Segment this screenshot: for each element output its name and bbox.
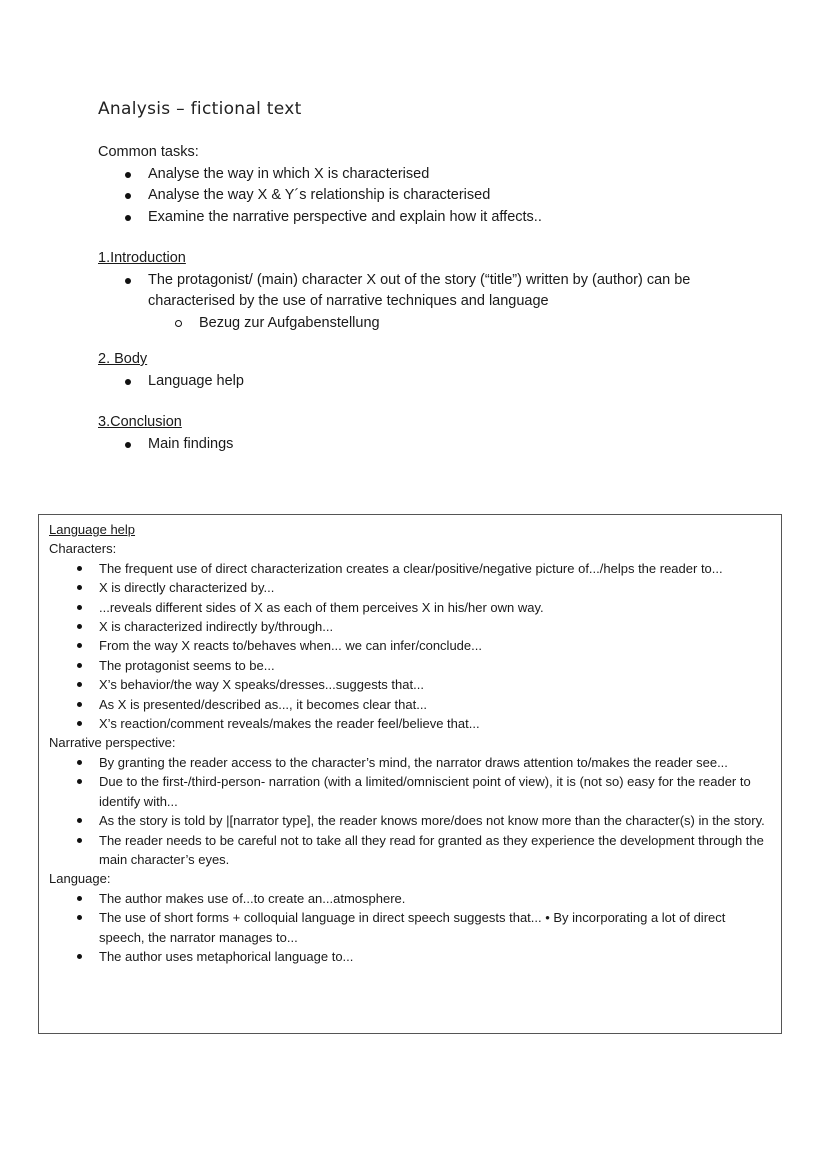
list-item: X is directly characterized by... — [49, 578, 771, 597]
language-list — [49, 889, 771, 967]
list-item: X’s reaction/comment reveals/makes the reader feel/believe that... — [49, 714, 771, 733]
language-label: Language: — [49, 871, 111, 887]
list-item: ...reveals different sides of X as each of them perceives X in his/her own way. — [49, 598, 771, 617]
list-item: The reader needs to be careful not to take all they read for granted as they experience the development through the main character’s eyes. — [49, 831, 771, 870]
characters-label: Characters: — [49, 541, 117, 557]
list-item: The author makes use of...to create an...atmosphere. — [49, 889, 771, 908]
introduction-item-text: The protagonist/ (main) character X out of the story (“title”) written by (author) can be characterised by the use of narrative techniques and language — [148, 271, 691, 309]
language-help-heading: Language help — [49, 522, 136, 537]
conclusion-list — [98, 434, 233, 456]
narrative-perspective-list — [49, 753, 771, 869]
list-item: Due to the first-/third-person- narration (with a limited/omniscient point of view), it is (not so) easy for the reader to identify with... — [49, 772, 771, 811]
list-item: Main findings — [98, 434, 233, 456]
introduction-list — [98, 270, 768, 335]
introduction-heading: 1.Introduction — [98, 250, 186, 266]
list-item: Analyse the way in which X is characterised — [98, 164, 542, 186]
list-item: From the way X reacts to/behaves when... we can infer/conclude... — [49, 636, 771, 655]
common-tasks-section — [98, 142, 542, 228]
list-item: The author uses metaphorical language to... — [49, 947, 771, 966]
list-item: As X is presented/described as..., it becomes clear that... — [49, 695, 771, 714]
list-item: X’s behavior/the way X speaks/dresses...suggests that... — [49, 675, 771, 694]
list-item: Language help — [98, 371, 244, 393]
conclusion-section — [98, 412, 233, 455]
characters-list — [49, 559, 771, 734]
body-section — [98, 349, 244, 392]
list-item — [98, 270, 768, 313]
list-item: The frequent use of direct characterization creates a clear/positive/negative picture of.../helps the reader to... — [49, 559, 771, 578]
sub-list-item: Bezug zur Aufgabenstellung — [98, 313, 768, 335]
list-item: As the story is told by |[narrator type], the reader knows more/does not know more than the character(s) in the story. — [49, 811, 771, 830]
body-list — [98, 371, 244, 393]
list-item: Examine the narrative perspective and explain how it affects.. — [98, 207, 542, 229]
list-item: The protagonist seems to be... — [49, 656, 771, 675]
language-help-box — [38, 514, 782, 1034]
conclusion-heading: 3.Conclusion — [98, 414, 182, 430]
narrative-perspective-label: Narrative perspective: — [49, 735, 176, 751]
list-item: Analyse the way X & Y´s relationship is characterised — [98, 185, 542, 207]
list-item: The use of short forms + colloquial language in direct speech suggests that... • By incorporating a lot of direct speech, the narrator manages to... — [49, 908, 771, 947]
introduction-section — [98, 248, 768, 334]
body-heading: 2. Body — [98, 351, 148, 367]
list-item: X is characterized indirectly by/through... — [49, 617, 771, 636]
common-tasks-label: Common tasks: — [98, 144, 199, 160]
list-item: By granting the reader access to the character’s mind, the narrator draws attention to/makes the reader see... — [49, 753, 771, 772]
common-tasks-list — [98, 164, 542, 229]
page-title: Analysis – fictional text — [98, 99, 302, 119]
